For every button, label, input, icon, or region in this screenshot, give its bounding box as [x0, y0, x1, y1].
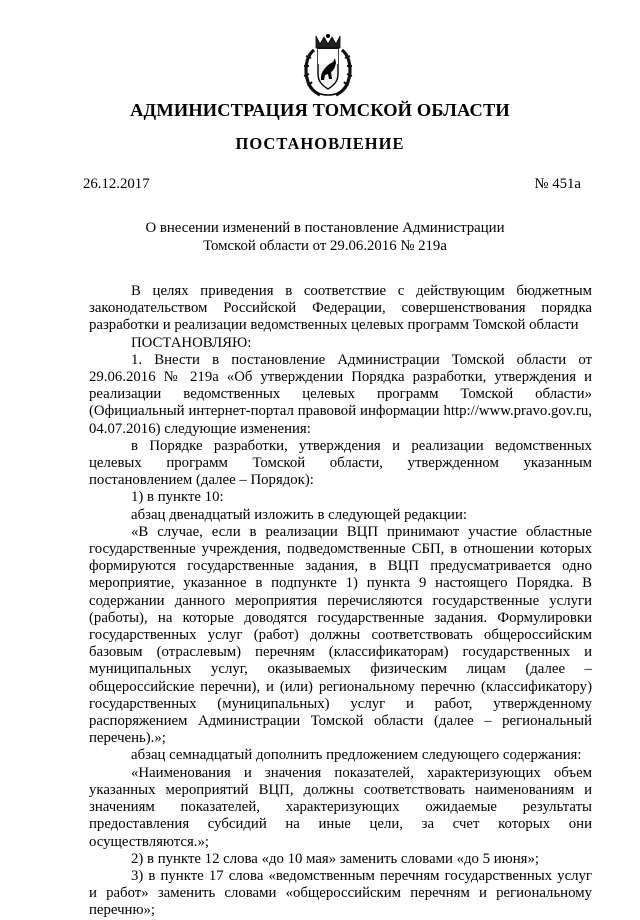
organization-title: АДМИНИСТРАЦИЯ ТОМСКОЙ ОБЛАСТИ: [130, 100, 510, 120]
document-type-title: ПОСТАНОВЛЕНИЕ: [235, 134, 405, 153]
subject-line-1: О внесении изменений в постановление Администрации: [145, 220, 505, 236]
body-paragraph: абзац семнадцатый дополнить предложением следующего содержания:: [131, 747, 582, 764]
tomsk-region-coat-of-arms-icon: [302, 34, 354, 98]
body-paragraph: 3) в пункте 17 слова «ведомственным перечням государственных услуг и работ» заменить словами «общероссийским перечням и региональному перечню»;: [89, 867, 592, 919]
body-paragraph: абзац двенадцатый изложить в следующей редакции:: [131, 506, 467, 523]
body-paragraph: 1. Внести в постановление Администрации Томской области от 29.06.2016 № 219а «Об утверждении Порядка разработки, утверждения и реализации ведомственных целевых программ Томской области» (Официальный интернет-портал правовой информации http://www.pravo.gov.ru, 04.07.2016) следующие изменения:: [89, 351, 592, 437]
body-paragraph: в Порядке разработки, утверждения и реализации ведомственных целевых программ Томской области, утвержденном указанным постановлением (далее – Порядок):: [89, 437, 592, 489]
resolution-heading: ПОСТАНОВЛЯЮ:: [131, 334, 252, 351]
preamble-paragraph: В целях приведения в соответствие с действующим бюджетным законодательством Российской Федерации, совершенствования порядка разработки и реализации ведомственных целевых программ Томской области: [89, 283, 592, 334]
subject-line-2: Томской области от 29.06.2016 № 219а: [203, 238, 447, 254]
body-paragraph: 2) в пункте 12 слова «до 10 мая» заменить словами «до 5 июня»;: [131, 850, 539, 867]
document-body: [89, 283, 592, 920]
body-paragraph: 1) в пункте 10:: [131, 489, 224, 506]
body-paragraph: «В случае, если в реализации ВЦП принимают участие областные государственные учреждения, подведомственные СБП, в отношении которых формируются государственные задания, в ВЦП предусматривается одно мероприятие, указанное в подпункте 1) пункта 9 настоящего Порядка. В содержании данного мероприятия перечисляются государственные услуги (работы), на которые доводятся государственные задания. Формулировки государственных услуг (работ) должны соответствовать общероссийским базовым (отраслевым) перечням (классификаторам) государственных и муниципальных услуг, оказываемых физическим лицам (далее – общероссийские перечни), и (или) региональному перечню (классификатору) государственных (муниципальных) услуг и работ, утвержденному распоряжением Администрации Томской области (далее – региональный перечень).»;: [89, 523, 592, 747]
body-paragraph: «Наименования и значения показателей, характеризующих объем указанных мероприятий ВЦП, должны соответствовать наименованиям и значениям показателей, характеризующих ожидаемые результаты предоставления субсидий на иные цели, за счет которых они осуществляются.»;: [89, 764, 592, 850]
document-date: 26.12.2017: [83, 176, 150, 192]
document-number: № 451а: [534, 176, 581, 192]
